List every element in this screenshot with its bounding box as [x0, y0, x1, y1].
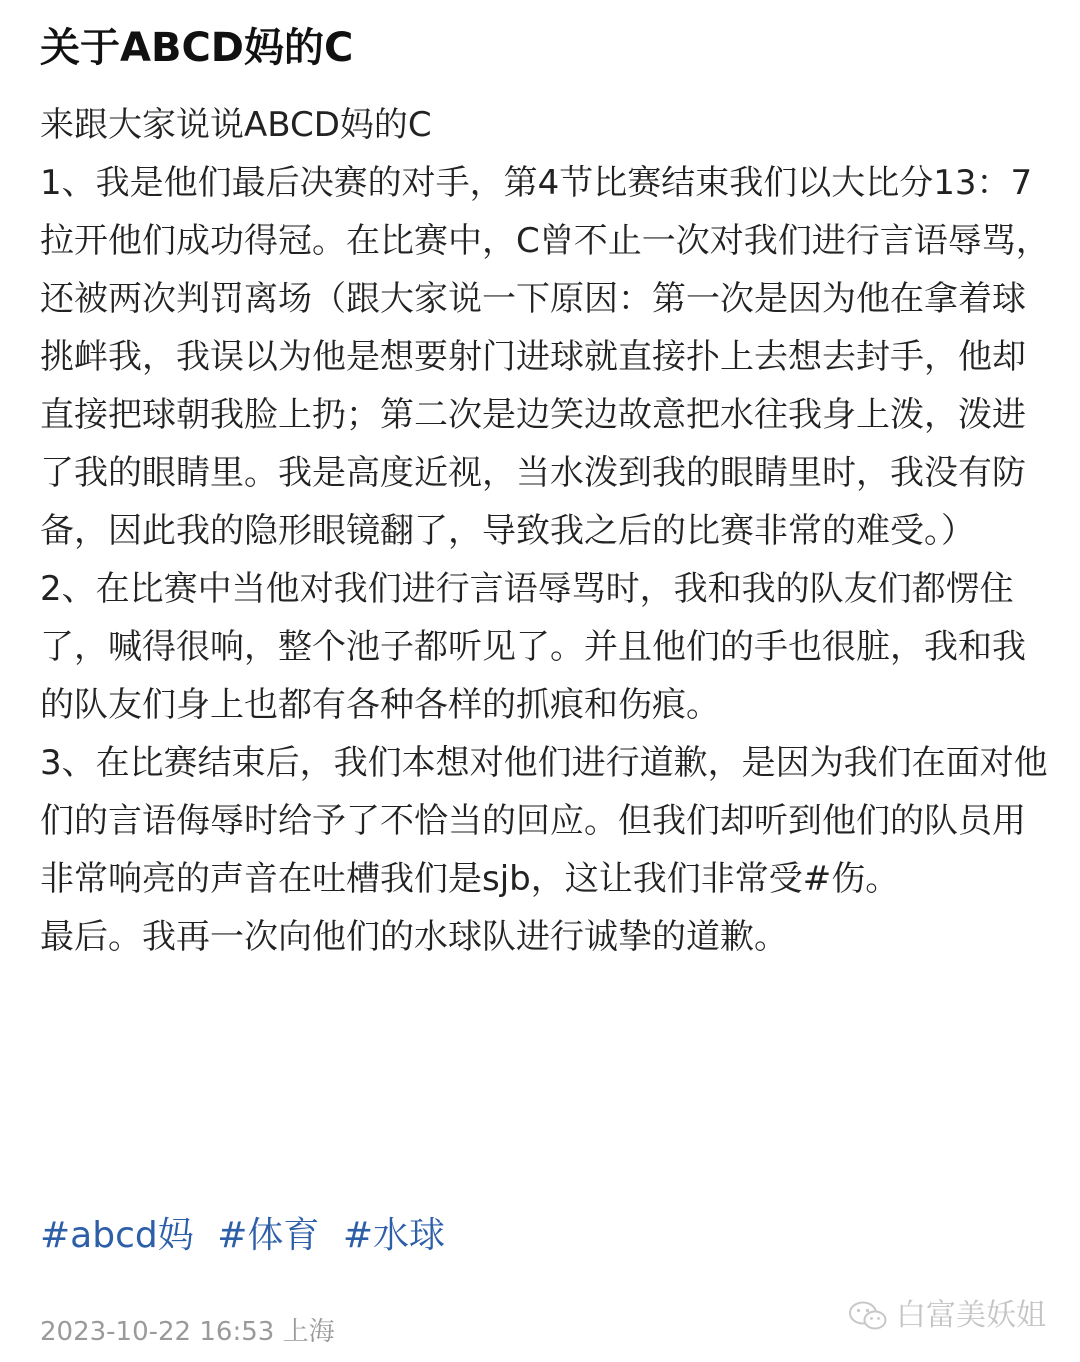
- wechat-icon: [848, 1300, 888, 1332]
- watermark: [848, 1296, 1046, 1336]
- watermark-text: 白富美妖姐: [896, 1298, 1046, 1333]
- post-location: 上海: [282, 1317, 335, 1347]
- tag-abcd[interactable]: #abcd妈: [40, 1215, 194, 1256]
- post-paragraph: 最后。我再一次向他们的水球队进行诚挚的道歉。: [40, 917, 788, 957]
- post-paragraph: 来跟大家说说ABCD妈的C: [40, 105, 432, 145]
- post-title: 关于ABCD妈的C: [40, 25, 354, 71]
- tag-water-polo[interactable]: #水球: [342, 1215, 445, 1256]
- post-timestamp: 2023-10-22 16:53: [40, 1317, 275, 1347]
- tag-list: [40, 1208, 457, 1264]
- post-body: [40, 96, 1050, 966]
- post-paragraph: 3、在比赛结束后，我们本想对他们进行道歉，是因为我们在面对他们的言语侮辱时给予了不恰当的回应。但我们却听到他们的队员用非常响亮的声音在吐槽我们是sjb，这让我们非常受#伤。: [40, 743, 1048, 899]
- post-meta: [40, 1312, 335, 1352]
- post-paragraph: 2、在比赛中当他对我们进行言语辱骂时，我和我的队友们都愣住了，喊得很响，整个池子都听见了。并且他们的手也很脏，我和我的队友们身上也都有各种各样的抓痕和伤痕。: [40, 569, 1026, 725]
- post-paragraph: 1、我是他们最后决赛的对手，第4节比赛结束我们以大比分13：7拉开他们成功得冠。在比赛中，C曾不止一次对我们进行言语辱骂，还被两次判罚离场（跟大家说一下原因：第一次是因为他在拿着球挑衅我，我误以为他是想要射门进球就直接扑上去想去封手，他却直接把球朝我脸上扔；第二次是边笑边故意把水往我身上泼，泼进了我的眼睛里。我是高度近视，当水泼到我的眼睛里时，我没有防备，因此我的隐形眼镜翻了，导致我之后的比赛非常的难受。）: [40, 163, 1050, 551]
- tag-sports[interactable]: #体育: [217, 1215, 320, 1256]
